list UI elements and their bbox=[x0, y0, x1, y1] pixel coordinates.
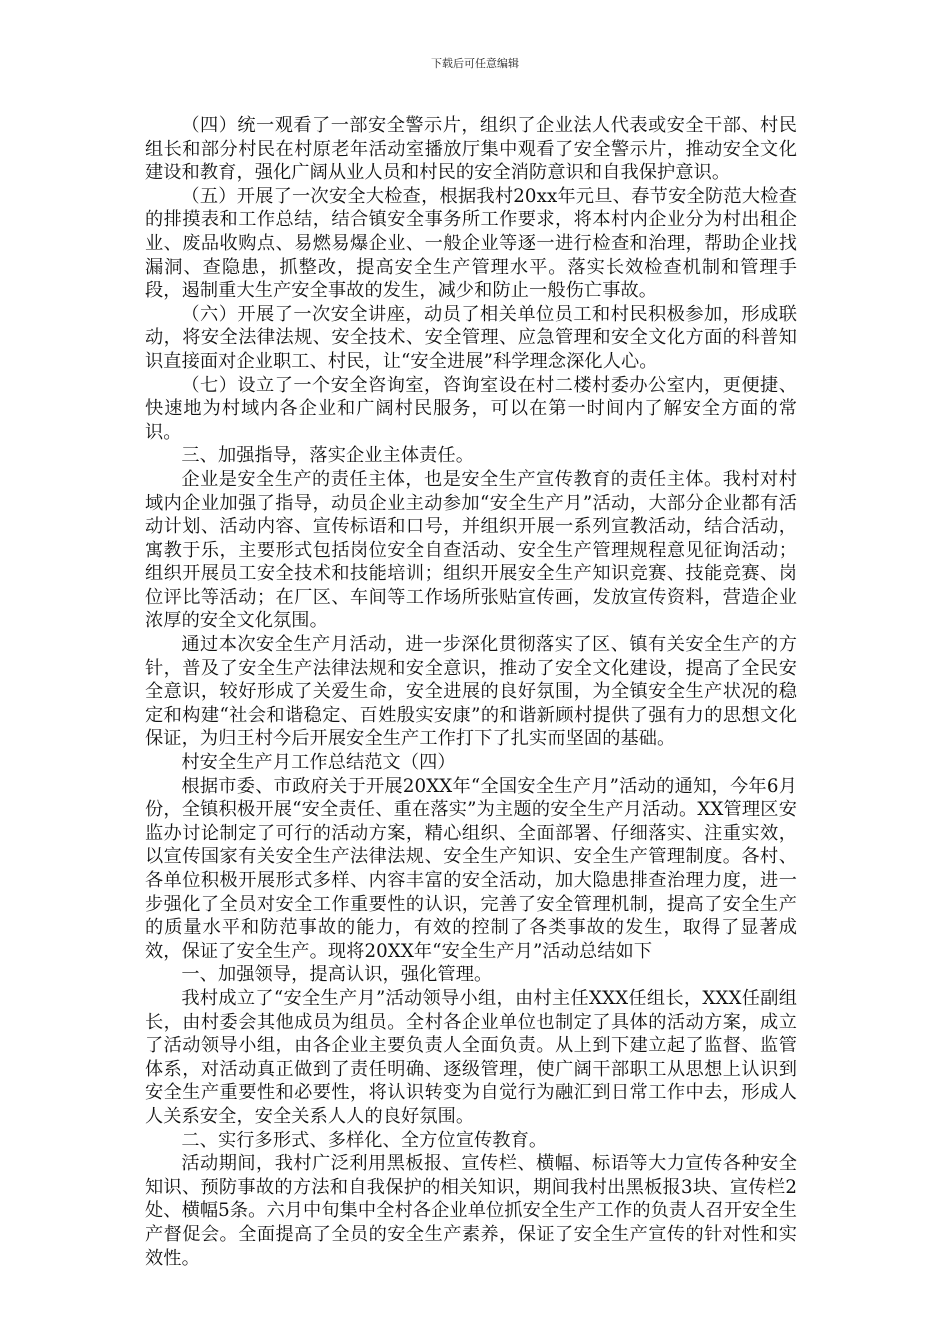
paragraph-publicity: 活动期间，我村广泛利用黑板报、宣传栏、横幅、标语等大力宣传各种安全知识、预防事故的方法和自我保护的相关知识，期间我村出黑板报3块、宣传栏2处、横幅5条。六月中旬集中全村各企业单位抓安全生产工作的负责人召开安全生产督促会。全面提高了全员的安全生产素养，保证了安全生产宣传的针对性和实效性。 bbox=[145, 1153, 797, 1269]
paragraph-leadership: 我村成立了“安全生产月”活动领导小组，由村主任XXX任组长，XXX任副组长，由村委会其他成员为组员。全村各企业单位也制定了具体的活动方案，成立了活动领导小组，由各企业主要负责人全面负责。从上到下建立起了监督、监管体系，对活动真正做到了责任明确、逐级管理，使广阔干部职工从思想上认识到安全生产重要性和必要性，将认识转变为自觉行为融汇到日常工作中去，形成人人关系安全，安全关系人人的良好氛围。 bbox=[145, 987, 797, 1127]
paragraph-enterprise-responsibility: 企业是安全生产的责任主体，也是安全生产宣传教育的责任主体。我村对村域内企业加强了指导，动员企业主动参加“安全生产月”活动，大部分企业都有活动计划、活动内容、宣传标语和口号，并组织开展一系列宣教活动，结合活动，寓教于乐，主要形式包括岗位安全自查活动、安全生产管理规程意见征询活动；组织开展员工安全技术和技能培训；组织开展安全生产知识竞赛、技能竞赛、岗位评比等活动；在厂区、车间等工作场所张贴宣传画，发放宣传资料，营造企业浓厚的安全文化氛围。 bbox=[145, 468, 797, 632]
document-subtitle: 村安全生产月工作总结范文（四） bbox=[181, 752, 456, 774]
paragraph-section-6: （六）开展了一次安全讲座，动员了相关单位员工和村民积极参加，形成联动，将安全法律法规、安全技术、安全管理、应急管理和安全文化方面的科普知识直接面对企业职工、村民，让“安全进展”科学理念深化人心。 bbox=[145, 303, 797, 372]
section-heading-two: 二、实行多形式、多样化、全方位宣传教育。 bbox=[181, 1129, 548, 1151]
paragraph-section-4: （四）统一观看了一部安全警示片，组织了企业法人代表或安全干部、村民组长和部分村民在村原老年活动室播放厅集中观看了安全警示片，推动安全文化建设和教育，强化广阔从业人员和村民的安全消防意识和自我保护意识。 bbox=[145, 115, 797, 184]
paragraph-section-7: （七）设立了一个安全咨询室，咨询室设在村二楼村委办公室内，更便捷、快速地为村域内各企业和广阔村民服务，可以在第一时间内了解安全方面的常识。 bbox=[145, 374, 797, 443]
page-header-note: 下载后可任意编辑 bbox=[431, 57, 519, 70]
paragraph-introduction: 根据市委、市政府关于开展20XX年“全国安全生产月”活动的通知，今年6月份，全镇积极开展“安全责任、重在落实”为主题的安全生产月活动。XX管理区安监办讨论制定了可行的活动方案，精心组织、全面部署、仔细落实、注重实效，以宣传国家有关安全生产法律法规、安全生产知识、安全生产管理制度。各村、各单位积极开展形式多样、内容丰富的安全活动，加大隐患排查治理力度，进一步强化了全员对安全工作重要性的认识，完善了安全管理机制，提高了安全生产的质量水平和防范事故的能力，有效的控制了各类事故的发生，取得了显著成效，保证了安全生产。现将20XX年“安全生产月”活动总结如下 bbox=[145, 775, 797, 962]
section-heading-three: 三、加强指导，落实企业主体责任。 bbox=[181, 445, 474, 467]
document-body bbox=[145, 114, 797, 1270]
paragraph-summary: 通过本次安全生产月活动，进一步深化贯彻落实了区、镇有关安全生产的方针，普及了安全生产法律法规和安全意识，推动了安全文化建设，提高了全民安全意识，较好形成了关爱生命，安全进展的良好氛围，为全镇安全生产状况的稳定和构建“社会和谐稳定、百姓殷实安康”的和谐新顾村提供了强有力的思想文化保证，为归王村今后开展安全生产工作打下了扎实而坚固的基础。 bbox=[145, 634, 797, 750]
paragraph-section-5: （五）开展了一次安全大检查，根据我村20xx年元旦、春节安全防范大检查的排摸表和工作总结，结合镇安全事务所工作要求，将本村内企业分为村出租企业、废品收购点、易燃易爆企业、一般企业等逐一进行检查和治理，帮助企业找漏洞、查隐患，抓整改，提高安全生产管理水平。落实长效检查机制和管理手段，遏制重大生产安全事故的发生，减少和防止一般伤亡事故。 bbox=[145, 185, 797, 302]
section-heading-one: 一、加强领导，提高认识，强化管理。 bbox=[181, 964, 493, 986]
